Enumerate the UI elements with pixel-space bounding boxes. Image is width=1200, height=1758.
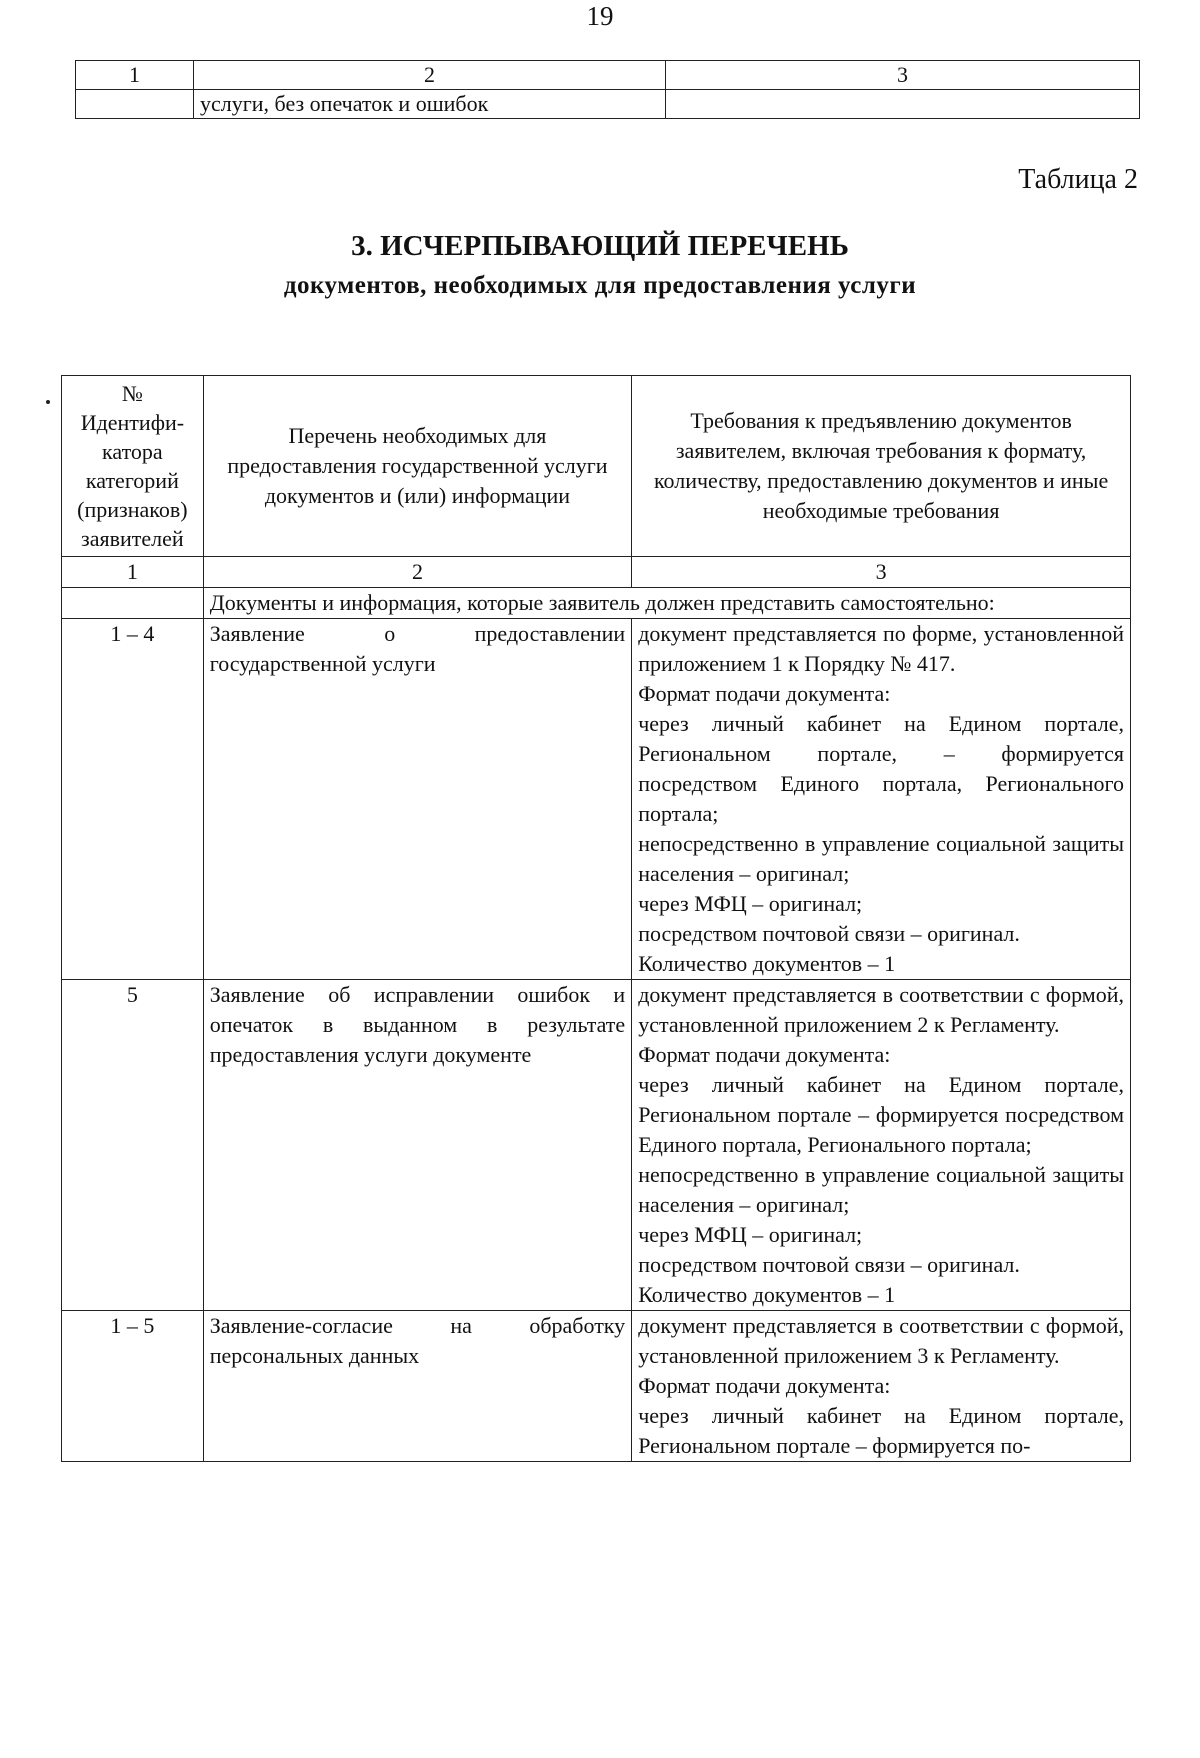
table-header-row bbox=[62, 376, 1131, 557]
document-name: Заявление-согласие на обработку персональных данных bbox=[203, 1311, 631, 1462]
requirement-line: Формат подачи документа: bbox=[638, 1373, 891, 1398]
requirement-line: Формат подачи документа: bbox=[638, 1042, 891, 1067]
table-cell bbox=[666, 90, 1140, 119]
table-col-number: 2 bbox=[203, 557, 631, 588]
document-name: Заявление о предоставлении государственной услуги bbox=[203, 619, 631, 980]
applicant-category-id: 5 bbox=[62, 980, 204, 1311]
requirement-line: Количество документов – 1 bbox=[638, 1282, 896, 1307]
table-row bbox=[62, 1311, 1131, 1462]
document-requirements bbox=[632, 619, 1131, 980]
header-applicant-category: № Идентификатора категорий (признаков) заявителей bbox=[62, 376, 204, 557]
scan-mark bbox=[46, 400, 50, 404]
requirement-line: посредством почтовой связи – оригинал. bbox=[638, 1252, 1020, 1277]
table-column-numbers-row bbox=[62, 557, 1131, 588]
continued-table bbox=[75, 60, 1140, 119]
requirement-line: Формат подачи документа: bbox=[638, 681, 891, 706]
requirement-line: документ представляется по форме, установленной приложением 1 к Порядку № 417. bbox=[638, 621, 1124, 676]
section-title: 3. ИСЧЕРПЫВАЮЩИЙ ПЕРЕЧЕНЬ bbox=[351, 230, 849, 262]
requirement-line: Количество документов – 1 bbox=[638, 951, 896, 976]
page-number: 19 bbox=[586, 1, 614, 31]
table-row bbox=[76, 90, 1140, 119]
requirement-line: через МФЦ – оригинал; bbox=[638, 1222, 863, 1247]
table-cell bbox=[62, 588, 204, 619]
table-col-number: 1 bbox=[76, 61, 194, 90]
requirement-line: непосредственно в управление социальной защиты населения – оригинал; bbox=[638, 831, 1124, 886]
requirement-line: через личный кабинет на Едином портале, Региональном портале, – формируется посредством Единого портала, Регионального портала; bbox=[638, 711, 1124, 826]
table-col-number: 3 bbox=[666, 61, 1140, 90]
document-requirements bbox=[632, 980, 1131, 1311]
header-document-list: Перечень необходимых для предоставления государственной услуги документов и (или) информации bbox=[203, 376, 631, 557]
applicant-category-id: 1 – 5 bbox=[62, 1311, 204, 1462]
header-requirements: Требования к предъявлению документов заявителем, включая требования к формату, количеству, предоставлению документов и иные необходимые требования bbox=[632, 376, 1131, 557]
table-header-row bbox=[76, 61, 1140, 90]
table-row bbox=[62, 980, 1131, 1311]
table-col-number: 1 bbox=[62, 557, 204, 588]
table-col-number: 2 bbox=[194, 61, 666, 90]
requirement-line: непосредственно в управление социальной защиты населения – оригинал; bbox=[638, 1162, 1124, 1217]
document-requirements bbox=[632, 1311, 1131, 1462]
requirement-line: через личный кабинет на Едином портале, Региональном портале – формируется по- bbox=[638, 1403, 1124, 1458]
requirement-line: посредством почтовой связи – оригинал. bbox=[638, 921, 1020, 946]
section-subtitle: документов, необходимых для предоставления услуги bbox=[283, 272, 917, 299]
table-cell: услуги, без опечаток и ошибок bbox=[194, 90, 666, 119]
requirement-line: через личный кабинет на Едином портале, Региональном портале – формируется посредством Единого портала, Регионального портала; bbox=[638, 1072, 1124, 1157]
table-cell bbox=[76, 90, 194, 119]
section-row-text: Документы и информация, которые заявитель должен представить самостоятельно: bbox=[203, 588, 1130, 619]
table-col-number: 3 bbox=[632, 557, 1131, 588]
requirement-line: документ представляется в соответствии с формой, установленной приложением 2 к Регламенту. bbox=[638, 982, 1124, 1037]
table-label: Таблица 2 bbox=[1018, 164, 1138, 195]
document-name: Заявление об исправлении ошибок и опечаток в выданном в результате предоставления услуги документе bbox=[203, 980, 631, 1311]
applicant-category-id: 1 – 4 bbox=[62, 619, 204, 980]
requirement-line: документ представляется в соответствии с формой, установленной приложением 3 к Регламенту. bbox=[638, 1313, 1124, 1368]
documents-table bbox=[61, 375, 1131, 1462]
requirement-line: через МФЦ – оригинал; bbox=[638, 891, 863, 916]
table-row bbox=[62, 619, 1131, 980]
table-section-row bbox=[62, 588, 1131, 619]
